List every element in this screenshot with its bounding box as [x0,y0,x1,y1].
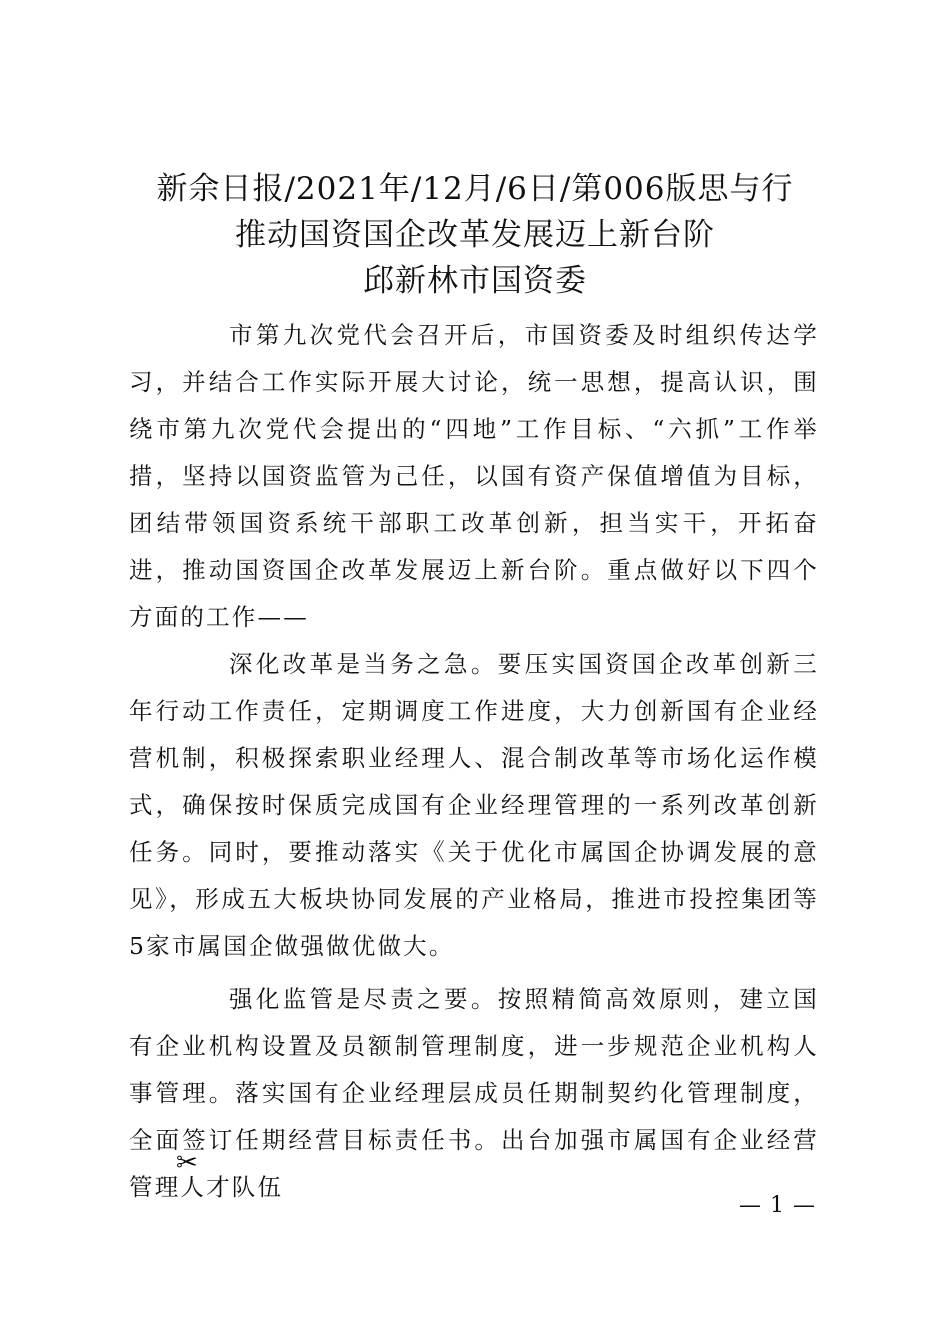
source-line: 新余日报/2021年/12月/6日/第006版思与行 [156,171,794,207]
article-body [129,312,819,1211]
paragraph-reform: 深化改革是当务之急。要压实国资国企改革创新三年行动工作责任，定期调度工作进度，大力创新国有企业经营机制，积极探索职业经理人、混合制改革等市场化运作模式，确保按时保质完成国有企业经理管理的一系列改革创新任务。同时，要推动落实《关于优化市属国企协调发展的意见》，形成五大板块协同发展的产业格局，推进市投控集团等5家市属国企做强做优做大。 [129,650,819,960]
paragraph-supervision: 强化监管是尽责之要。按照精简高效原则，建立国有企业机构设置及员额制管理制度，进一步规范企业机构人事管理。落实国有企业经理层成员任期制契约化管理制度，全面签订任期经营目标责任书。出台加强市属国有企业经营管理人才队伍 [129,985,819,1201]
page-number: — 1 — [739,1193,816,1218]
article-title: 推动国资国企改革发展迈上新台阶 [235,217,715,253]
paragraph-intro: 市第九次党代会召开后，市国资委及时组织传达学习，并结合工作实际开展大讨论，统一思想，提高认识，围绕市第九次党代会提出的“四地”工作目标、“六抓”工作举措，坚持以国资监管为己任，以国有资产保值增值为目标，团结带领国资系统干部职工改革创新，担当实干，开拓奋进，推动国资国企改革发展迈上新台阶。重点做好以下四个方面的工作—— [129,321,819,631]
scissor-icon: ✂ [176,1148,198,1178]
author-line: 邱新林市国资委 [363,263,587,299]
title-block [120,166,830,304]
